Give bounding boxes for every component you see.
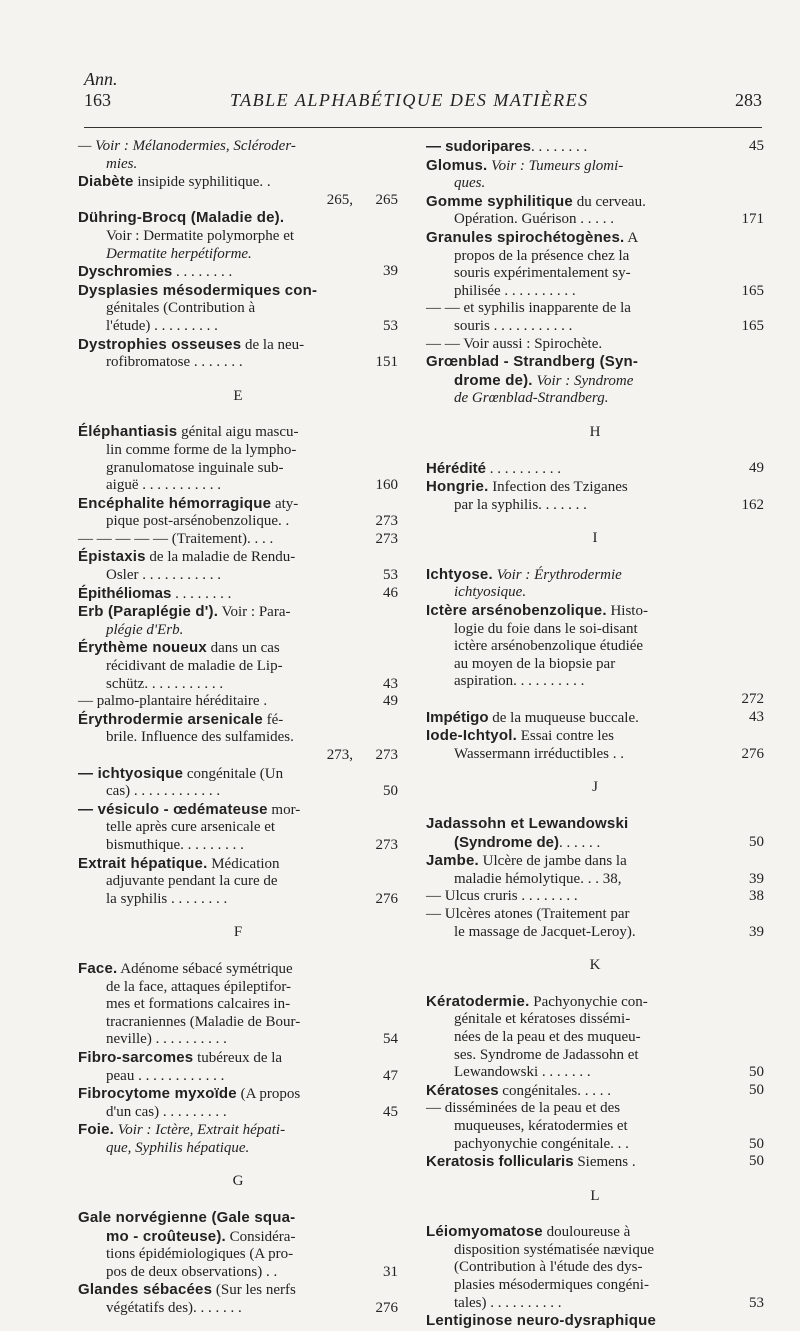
page-number-left: 163: [84, 90, 111, 110]
left-column: — Voir : Mélanodermies, Scléroder- mies. Diabète insipide syphilitique. . 265, 265 Dühring-Brocq (Maladie de). Voir : Dermatite polymorphe et Dermatite herpétiforme. Dyschromies . . . . . . . . 39 Dysplasies mésodermiques con- génitales (Contribution à l'étude) . . . . . . . . . 53 Dystrophies osseuses de la neu- rofibromatose . . . . . . . 151 E Éléphantiasis génital aigu mascu- lin comme forme de la lympho- granulomatose inguinale sub- aiguë . . . . . . . . . . . 160 Encéphalite hémorragique aty- pique post-arsénobenzolique. . 273 — — — — — (Traitement). . . . 273 Épistaxis de la maladie de Rendu- Osler . . . . . . . . . . . 53 Épithéliomas . . . . . . . . 46 Erb (Paraplégie d'). Voir : Para- plégie d'Erb. Érythème noueux dans un cas récidivant de maladie de Lip- schütz. . . . . . . . . . . 43 — palmo-plantaire héréditaire . 49 Érythrodermie arsenicale fé- brile. Influence des sulfamides. 273, 273 — ichtyosique congénitale (Un cas) . . . . . . . . . . . . 50 — vésiculo - œdémateuse mor- telle après cure arsenicale et bismuthique. . . . . . . . . 273 Extrait hépatique. Médication adjuvante pendant la cure de la syphilis . . . . . . . . 276 F Face. Adénome sébacé symétrique de la face, attaques épileptifor- mes et formations calcaires in- tracraniennes (Maladie de Bour- neville) . . . . . . . . . . 54 Fibro-sarcomes tubéreux de la peau . . . . . . . . . . . . 47 Fibrocytome myxoïde (A propos d'un cas) . . . . . . . . . 45 Foie. Voir : Ictère, Extrait hépati- que, Syphilis hépatique. G Gale norvégienne (Gale squa- mo - croûteuse). Considéra- tions épidémiologiques (A pro- pos de deux observations) . . 31 Glandes sébacées (Sur les nerfs végétatifs des). . . . . . . 276: [78, 138, 398, 1317]
index-entry: Érythème noueux dans un cas récidivant de maladie de Lip-: [78, 639, 283, 675]
index-entry: Lentiginose neuro-dysraphique: [426, 1312, 656, 1330]
index-entry: Hérédité . . . . . . . . . . 49: [426, 459, 764, 477]
index-entry: Erb (Paraplégie d'). Voir : Para- plégie d'Erb.: [78, 603, 291, 638]
index-entry: — Ulcus cruris . . . . . . . . 38: [426, 888, 764, 905]
index-entry: Dühring-Brocq (Maladie de). Voir : Dermatite polymorphe et Dermatite herpétiforme.: [78, 209, 295, 262]
index-entry: — — Voir aussi : Spirochète.: [426, 335, 603, 352]
index-entry: Foie. Voir : Ictère, Extrait hépati- que, Syphilis hépatique.: [78, 1121, 286, 1156]
index-entry: Épithéliomas . . . . . . . . 46: [78, 584, 398, 602]
index-entry: Léiomyomatose douloureuse à disposition systématisée nævique (Contribution à l'étude des dys- plasies mésodermiques congéni-: [426, 1223, 654, 1294]
section-letter: G: [232, 1173, 244, 1190]
section-letter: J: [592, 779, 598, 796]
index-entry: Face. Adénome sébacé symétrique de la face, attaques épileptifor- mes et formations calcaires in- tracraniennes (Maladie de Bour-: [78, 959, 301, 1030]
annals-abbrev: Ann.: [84, 69, 118, 89]
index-entry: Extrait hépatique. Médication adjuvante pendant la cure de: [78, 854, 280, 890]
index-entry: Gomme syphilitique du cerveau.: [426, 192, 646, 210]
index-entry: Kératodermie. Pachyonychie con- génitale et kératoses dissémi- nées de la peau et des muqueu- ses. Syndrome de Jadassohn et: [426, 992, 648, 1063]
index-entry: Encéphalite hémorragique aty-: [78, 494, 299, 512]
index-entry: Grœnblad - Strandberg (Syn- drome de). Voir : Syndrome de Grœnblad-Strandberg.: [426, 353, 639, 407]
index-entry: Éléphantiasis génital aigu mascu- lin comme forme de la lympho- granulomatose inguinale sub-: [78, 423, 299, 476]
index-entry: — palmo-plantaire héréditaire . 49: [78, 693, 398, 710]
index-entry: Glomus. Voir : Tumeurs glomi- ques.: [426, 156, 624, 192]
index-entry: Kératoses congénitales. . . . . 50: [426, 1081, 764, 1099]
index-entry: Jadassohn et Lewandowski: [426, 815, 629, 832]
page-number-right: 283: [735, 90, 762, 110]
index-entry: — — et syphilis inapparente de la: [426, 300, 631, 317]
index-entry: Hongrie. Infection des Tziganes: [426, 478, 628, 496]
index-entry: — Ulcères atones (Traitement par: [426, 905, 630, 922]
running-title: TABLE ALPHABÉTIQUE DES MATIÈRES: [230, 90, 589, 110]
index-entry: — sudoripares. . . . . . . . 45: [426, 138, 764, 155]
index-entry: Glandes sébacées (Sur les nerfs: [78, 1281, 296, 1299]
section-letter: K: [589, 957, 601, 974]
index-entry: Granules spirochétogènes. A propos de la présence chez la souris expérimentalement sy-: [426, 228, 639, 282]
index-entry: Ichtyose. Voir : Érythrodermie ichtyosique.: [426, 565, 622, 601]
right-column: — sudoripares. . . . . . . . 45 Glomus. Voir : Tumeurs glomi- ques. Gomme syphilitique du cerveau. Opération. Guérison . . . . . 171 Granules spirochétogènes. A propos de la présence chez la souris expérimentalement sy- philisée . . . . . . . . . . 165 — — et syphilis inapparente de la souris . . . . . . . . . . . 165 — — Voir aussi : Spirochète. Grœnblad - Strandberg (Syn- drome de). Voir : Syndrome de Grœnblad-Strandberg. H Hérédité . . . . . . . . . . 49 Hongrie. Infection des Tziganes par la syphilis. . . . . . . 162 I Ichtyose. Voir : Érythrodermie ichtyosique. Ictère arsénobenzolique. Histo- logie du foie dans le soi-disant ictère arsénobenzolique étudiée au moyen de la biopsie par aspiration. . . . . . . . . . 272 Impétigo de la muqueuse buccale. 43 Iode-Ichtyol. Essai contre les Wassermann irréductibles . . 276 J Jadassohn et Lewandowski (Syndrome de). . . . . . 50 Jambe. Ulcère de jambe dans la maladie hémolytique. . . 38, 39 — Ulcus cruris . . . . . . . . 38 — Ulcères atones (Traitement par le massage de Jacquet-Leroy). 39 K Kératodermie. Pachyonychie con- génitale et kératoses dissémi- nées de la peau et des muqueu- ses. Syndrome de Jadassohn et Lewandowski . . . . . . . 50 Kératoses congénitales. . . . . 50 — disséminées de la peau et des muqueuses, kératodermies et pachyonychie congénitale. . . 50 Keratosis follicularis Siemens . 50 L Léiomyomatose douloureuse à disposition systématisée nævique (Contribution à l'étude des dys- plasies mésodermiques congéni- tales) . . . . . . . . . . 53 Lentiginose neuro-dysraphique: [426, 138, 764, 1330]
index-entry-pages: 265, 265: [326, 191, 398, 208]
index-entry: Diabète insipide syphilitique. .: [78, 173, 271, 191]
index-entry: Gale norvégienne (Gale squa- mo - croûteuse). Considéra- tions épidémiologiques (A pro-: [78, 1209, 296, 1263]
index-entry: — ichtyosique congénitale (Un: [78, 764, 284, 782]
index-entry: — vésiculo - œdémateuse mor- telle après cure arsenicale et: [78, 800, 301, 836]
index-entry: Keratosis follicularis Siemens . 50: [426, 1153, 764, 1171]
index-entry: Iode-Ichtyol. Essai contre les: [426, 727, 614, 745]
index-entry: Ictère arsénobenzolique. Histo- logie du foie dans le soi-disant ictère arsénobenzolique étudiée au moyen de la biopsie par aspiration. . . . . . . . . .: [426, 602, 648, 690]
index-entry: Fibrocytome myxoïde (A propos: [78, 1085, 301, 1103]
index-entry: Fibro-sarcomes tubéreux de la: [78, 1048, 283, 1066]
section-letter: I: [592, 530, 598, 547]
index-entry: Érythrodermie arsenicale fé- brile. Influence des sulfamides.: [78, 710, 294, 746]
index-entry: Dysplasies mésodermiques con- génitales (Contribution à: [78, 281, 318, 317]
index-entry: — disséminées de la peau et des muqueuses, kératodermies et: [426, 1100, 628, 1134]
index-entry: Jambe. Ulcère de jambe dans la: [426, 852, 627, 870]
section-letter: H: [589, 423, 601, 440]
section-letter: L: [590, 1187, 600, 1204]
index-entry: Dyschromies . . . . . . . . 39: [78, 263, 398, 281]
index-entry: Dystrophies osseuses de la neu-: [78, 335, 305, 353]
index-entry: Impétigo de la muqueuse buccale. 43: [426, 708, 764, 726]
index-entry: — Voir : Mélanodermies, Scléroder- mies.: [78, 138, 296, 172]
index-entry: Épistaxis de la maladie de Rendu-: [78, 548, 296, 566]
header-rule: [84, 127, 762, 128]
section-letter: F: [233, 924, 243, 941]
section-letter: E: [233, 387, 243, 404]
